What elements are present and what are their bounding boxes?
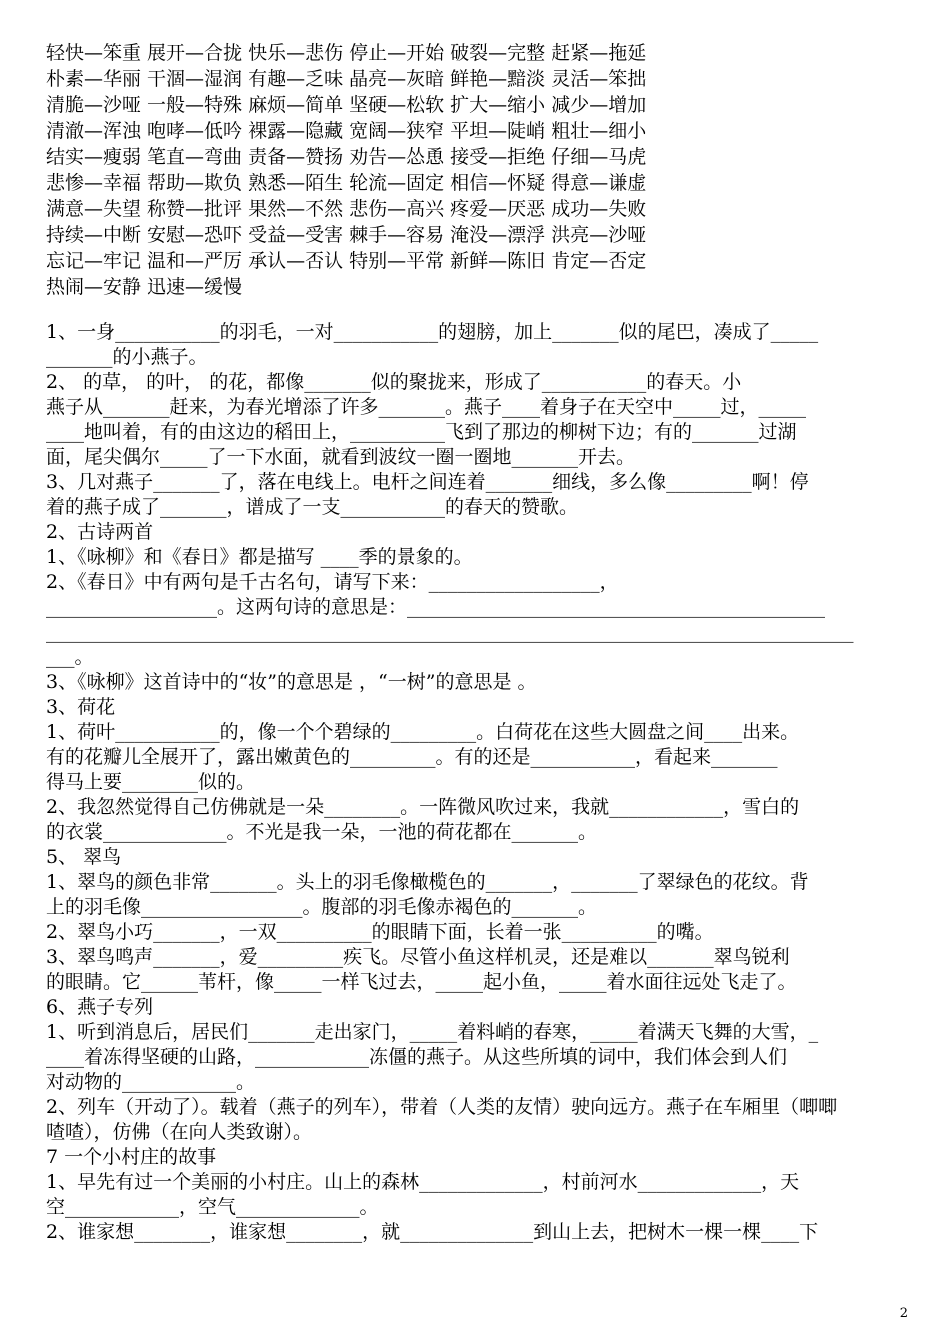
antonym-list — [46, 40, 908, 300]
exercise-line: __________________。这两句诗的意思是：____________________________________________ — [46, 596, 826, 618]
antonym-row: 结实—瘦弱 笔直—弯曲 责备—赞扬 劝告—怂恿 接受—拒绝 仔细—马虎 — [46, 146, 647, 168]
antonym-row: 清澈—浑浊 咆哮—低吟 裸露—隐藏 宽阔—狭窄 平坦—陡峭 粗壮—细小 — [46, 120, 647, 142]
exercise-line: 得马上要________似的。 — [46, 771, 256, 793]
antonym-row: 轻快—笨重 展开—合拢 快乐—悲伤 停止—开始 破裂—完整 赶紧—拖延 — [46, 42, 647, 64]
exercise-line: 3、翠鸟鸣声_______，爱_________疾飞。尽管小鱼这样机灵，还是难以_______翠鸟锐利 — [46, 946, 790, 968]
exercise-line: ____着冻得坚硬的山路，____________冻僵的燕子。从这些所填的词中，我们体会到人们 — [46, 1046, 788, 1068]
section-heading: 7 一个小村庄的故事 — [46, 1146, 217, 1168]
exercise-line: ____地叫着，有的由这边的稻田上，__________飞到了那边的柳树下边；有的_______过湖 — [46, 421, 797, 443]
antonym-row: 朴素—华丽 干涸—湿润 有趣—乏味 晶亮—灰暗 鲜艳—黯淡 灵活—笨拙 — [46, 68, 647, 90]
section-spacer — [46, 300, 908, 320]
exercise-line: 有的花瓣儿全展开了，露出嫩黄色的_________。有的还是___________，看起来_______ — [46, 746, 778, 768]
worksheet-page — [46, 40, 908, 1245]
exercise-line: 对动物的____________。 — [46, 1071, 256, 1093]
antonym-row: 满意—失望 称赞—批评 果然—不然 悲伤—高兴 疼爱—厌恶 成功—失败 — [46, 198, 647, 220]
antonym-row: 忘记—牢记 温和—严厉 承认—否认 特别—平常 新鲜—陈旧 肯定—否定 — [46, 250, 647, 272]
fill-in-exercises — [46, 320, 908, 1245]
exercise-line: 3、《咏柳》这首诗中的“妆”的意思是 ，“一树”的意思是 。 — [46, 671, 537, 693]
exercise-line: 1、翠鸟的颜色非常_______。头上的羽毛像橄榄色的_______，_______了翠绿色的花纹。背 — [46, 871, 809, 893]
section-heading: 2、古诗两首 — [46, 521, 154, 543]
exercise-line: 燕子从_______赶来，为春光增添了许多_______。燕子____着身子在天空中_____过，_____ — [46, 396, 807, 418]
exercise-line: 2、列车（开动了）。载着（燕子的列车），带着（人类的友情）驶向远方。燕子在车厢里（唧唧 — [46, 1096, 838, 1118]
section-heading: 5、 翠鸟 — [46, 846, 122, 868]
exercise-line: 空____________，空气_____________。 — [46, 1196, 379, 1218]
antonym-row: 热闹—安静 迅速—缓慢 — [46, 276, 243, 298]
exercise-line: ___。 — [46, 646, 94, 668]
exercise-line: 的眼睛。它______苇杆，像_____一样飞过去，_____起小鱼，_____着水面往远处飞走了。 — [46, 971, 797, 993]
exercise-line: 2、我忽然觉得自己仿佛就是一朵________。一阵微风吹过来，我就____________，雪白的 — [46, 796, 800, 818]
antonym-row: 清脆—沙哑 一般—特殊 麻烦—简单 坚硬—松软 扩大—缩小 减少—增加 — [46, 94, 647, 116]
exercise-line: 喳喳），仿佛（在向人类致谢）。 — [46, 1121, 313, 1143]
exercise-line: 2、谁家想________，谁家想________，就______________到山上去，把树木一棵一棵____下 — [46, 1221, 819, 1243]
section-heading: 6、燕子专列 — [46, 996, 154, 1018]
exercise-line: _______的小燕子。 — [46, 346, 208, 368]
antonym-row: 持续—中断 安慰—恐吓 受益—受害 棘手—容易 淹没—漂浮 洪亮—沙哑 — [46, 224, 647, 246]
exercise-line: 1、听到消息后，居民们_______走出家门，_____着料峭的春寒，_____着满天飞舞的大雪，_ — [46, 1021, 819, 1043]
exercise-line: 着的燕子成了_______，谱成了一支___________的春天的赞歌。 — [46, 496, 579, 518]
exercise-line: 面，尾尖偶尔_____了一下水面，就看到波纹一圈一圈地_______开去。 — [46, 446, 636, 468]
exercise-line: 2、《春日》中有两句是千古名句，请写下来：__________________， — [46, 571, 619, 593]
section-heading: 3、荷花 — [46, 696, 116, 718]
exercise-line: 2、 的草， 的叶， 的花，都像_______似的聚拢来，形成了___________的春天。小 — [46, 371, 742, 393]
exercise-line: 1、早先有过一个美丽的小村庄。山上的森林_____________，村前河水_____________，天 — [46, 1171, 800, 1193]
exercise-line: 1、荷叶___________的，像一个个碧绿的_________。白荷花在这些大圆盘之间____出来。 — [46, 721, 800, 743]
exercise-line: 的衣裳_____________。不光是我一朵，一池的荷花都在_______。 — [46, 821, 598, 843]
exercise-line: 1、一身___________的羽毛，一对___________的翅膀，加上_______似的尾巴，凑成了_____ — [46, 321, 819, 343]
exercise-line: 2、翠鸟小巧_______，一双__________的眼睛下面，长着一张__________的嘴。 — [46, 921, 714, 943]
exercise-line: 1、《咏柳》和《春日》都是描写 ____季的景象的。 — [46, 546, 473, 568]
exercise-line: 上的羽毛像_________________。腹部的羽毛像赤褐色的_______。 — [46, 896, 598, 918]
page-number: 2 — [899, 1306, 908, 1321]
exercise-line: _____________________________________________________________________________________ — [46, 621, 854, 643]
exercise-line: 3、几对燕子_______了，落在电线上。电杆之间连着_______细线，多么像_________啊！停 — [46, 471, 809, 493]
antonym-row: 悲惨—幸福 帮助—欺负 熟悉—陌生 轮流—固定 相信—怀疑 得意—谦虚 — [46, 172, 647, 194]
